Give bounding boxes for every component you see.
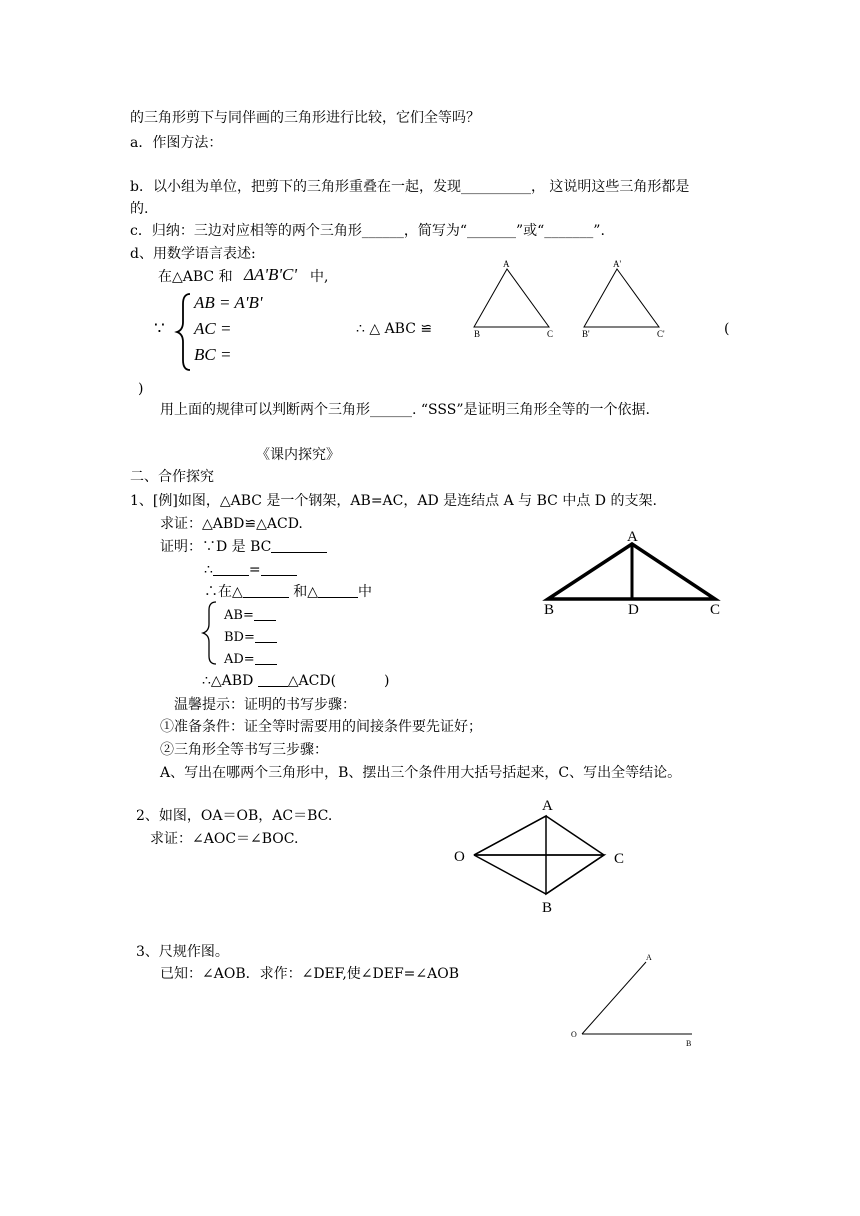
therefore-congruent: ∴ △ ABC ≌ <box>356 321 433 337</box>
proof-line-3: ∴在△ 和△ 中 <box>204 584 373 600</box>
because-symbol: ∵ <box>154 319 165 339</box>
tri2-label-a: A' <box>613 259 622 269</box>
steel-label-d: D <box>628 602 639 618</box>
kite-label-b: B <box>542 900 553 916</box>
text-line-8: 用上面的规律可以判断两个三角形______. “SSS”是证明三角形全等的一个依据. <box>160 402 650 418</box>
prime-triangle-name: ΔA'B'C' <box>244 265 297 284</box>
tri2-label-b: B' <box>582 329 590 339</box>
example-3: 3、尺规作图。 <box>136 944 229 960</box>
center-title: 《课内探究》 <box>256 447 340 463</box>
tri2-label-c: C' <box>657 329 665 339</box>
tip-step-2: ②三角形全等书写三步骤： <box>160 742 328 758</box>
proof-bd: BD= <box>224 628 277 647</box>
angle-label-o: O <box>571 1030 577 1039</box>
left-brace <box>176 292 192 372</box>
equation-ab: AB = A'B' <box>194 293 263 312</box>
proof-brace <box>202 600 218 666</box>
angle-aob-figure <box>566 948 706 1053</box>
example-2: 2、如图，OA＝OB，AC＝BC. <box>136 808 333 824</box>
equation-bc: BC = <box>194 345 232 364</box>
steel-label-b: B <box>544 602 555 618</box>
example-2-prove: 求证：∠AOC＝∠BOC. <box>150 831 299 847</box>
angle-label-b: B <box>686 1039 692 1048</box>
kite-figure <box>450 792 640 917</box>
proof-line-1: 证明：∵D 是 BC <box>160 538 327 556</box>
text-line-7c: 中, <box>310 269 329 285</box>
text-line-6: d、用数学语言表述: <box>130 246 256 262</box>
text-line-3: b．以小组为单位，把剪下的三角形重叠在一起，发现__________， 这说明这些三角形都是 <box>130 179 690 195</box>
triangle-abc-figure <box>470 256 570 346</box>
text-line-1: 的三角形剪下与同伴画的三角形进行比较，它们全等吗？ <box>130 110 480 126</box>
tip-step-1: ①准备条件：证全等时需要用的间接条件要先证好； <box>160 719 482 735</box>
proof-conclusion: ∴△ABD △ACD( ) <box>202 673 390 689</box>
text-line-2: a．作图方法： <box>130 135 223 151</box>
proof-ad: AD= <box>224 650 277 669</box>
text-line-5: c．归纳：三边对应相等的两个三角形______，简写为“_______”或“_______”. <box>130 223 605 239</box>
tip-step-3: A、写出在哪两个三角形中，B、摆出三个条件用大括号括起来，C、写出全等结论。 <box>160 765 682 781</box>
kite-label-c: C <box>614 851 625 867</box>
paren-open: ( <box>724 321 730 337</box>
steel-label-a: A <box>627 529 638 545</box>
tri1-label-b: B <box>474 329 481 339</box>
text-line-4: 的. <box>130 201 149 217</box>
kite-label-o: O <box>454 849 465 865</box>
example-1: 1、[例]如图，△ABC 是一个钢架，AB=AC，AD 是连结点 A 与 BC 中点 D 的支架. <box>130 493 657 509</box>
tri1-label-c: C <box>547 329 554 339</box>
triangle-prime-figure <box>580 256 680 346</box>
paren-close: ) <box>138 381 144 397</box>
steel-label-c: C <box>710 602 721 618</box>
tri1-label-a: A <box>503 259 510 269</box>
proof-line-2: ∴ = <box>204 561 297 579</box>
equation-ac: AC = <box>194 319 232 338</box>
kite-label-a: A <box>542 798 553 814</box>
tip-heading: 温馨提示：证明的书写步骤： <box>174 697 356 713</box>
example-3-given: 已知：∠AOB．求作：∠DEF,使∠DEF=∠AOB <box>160 966 459 982</box>
section-heading-2: 二、合作探究 <box>130 469 214 485</box>
prove-statement-1: 求证：△ABD≌△ACD. <box>160 516 303 532</box>
proof-ab: AB= <box>224 606 276 625</box>
angle-label-a: A <box>646 953 652 962</box>
text-line-7a: 在△ABC 和 <box>158 269 233 285</box>
steel-frame-figure <box>540 530 730 620</box>
